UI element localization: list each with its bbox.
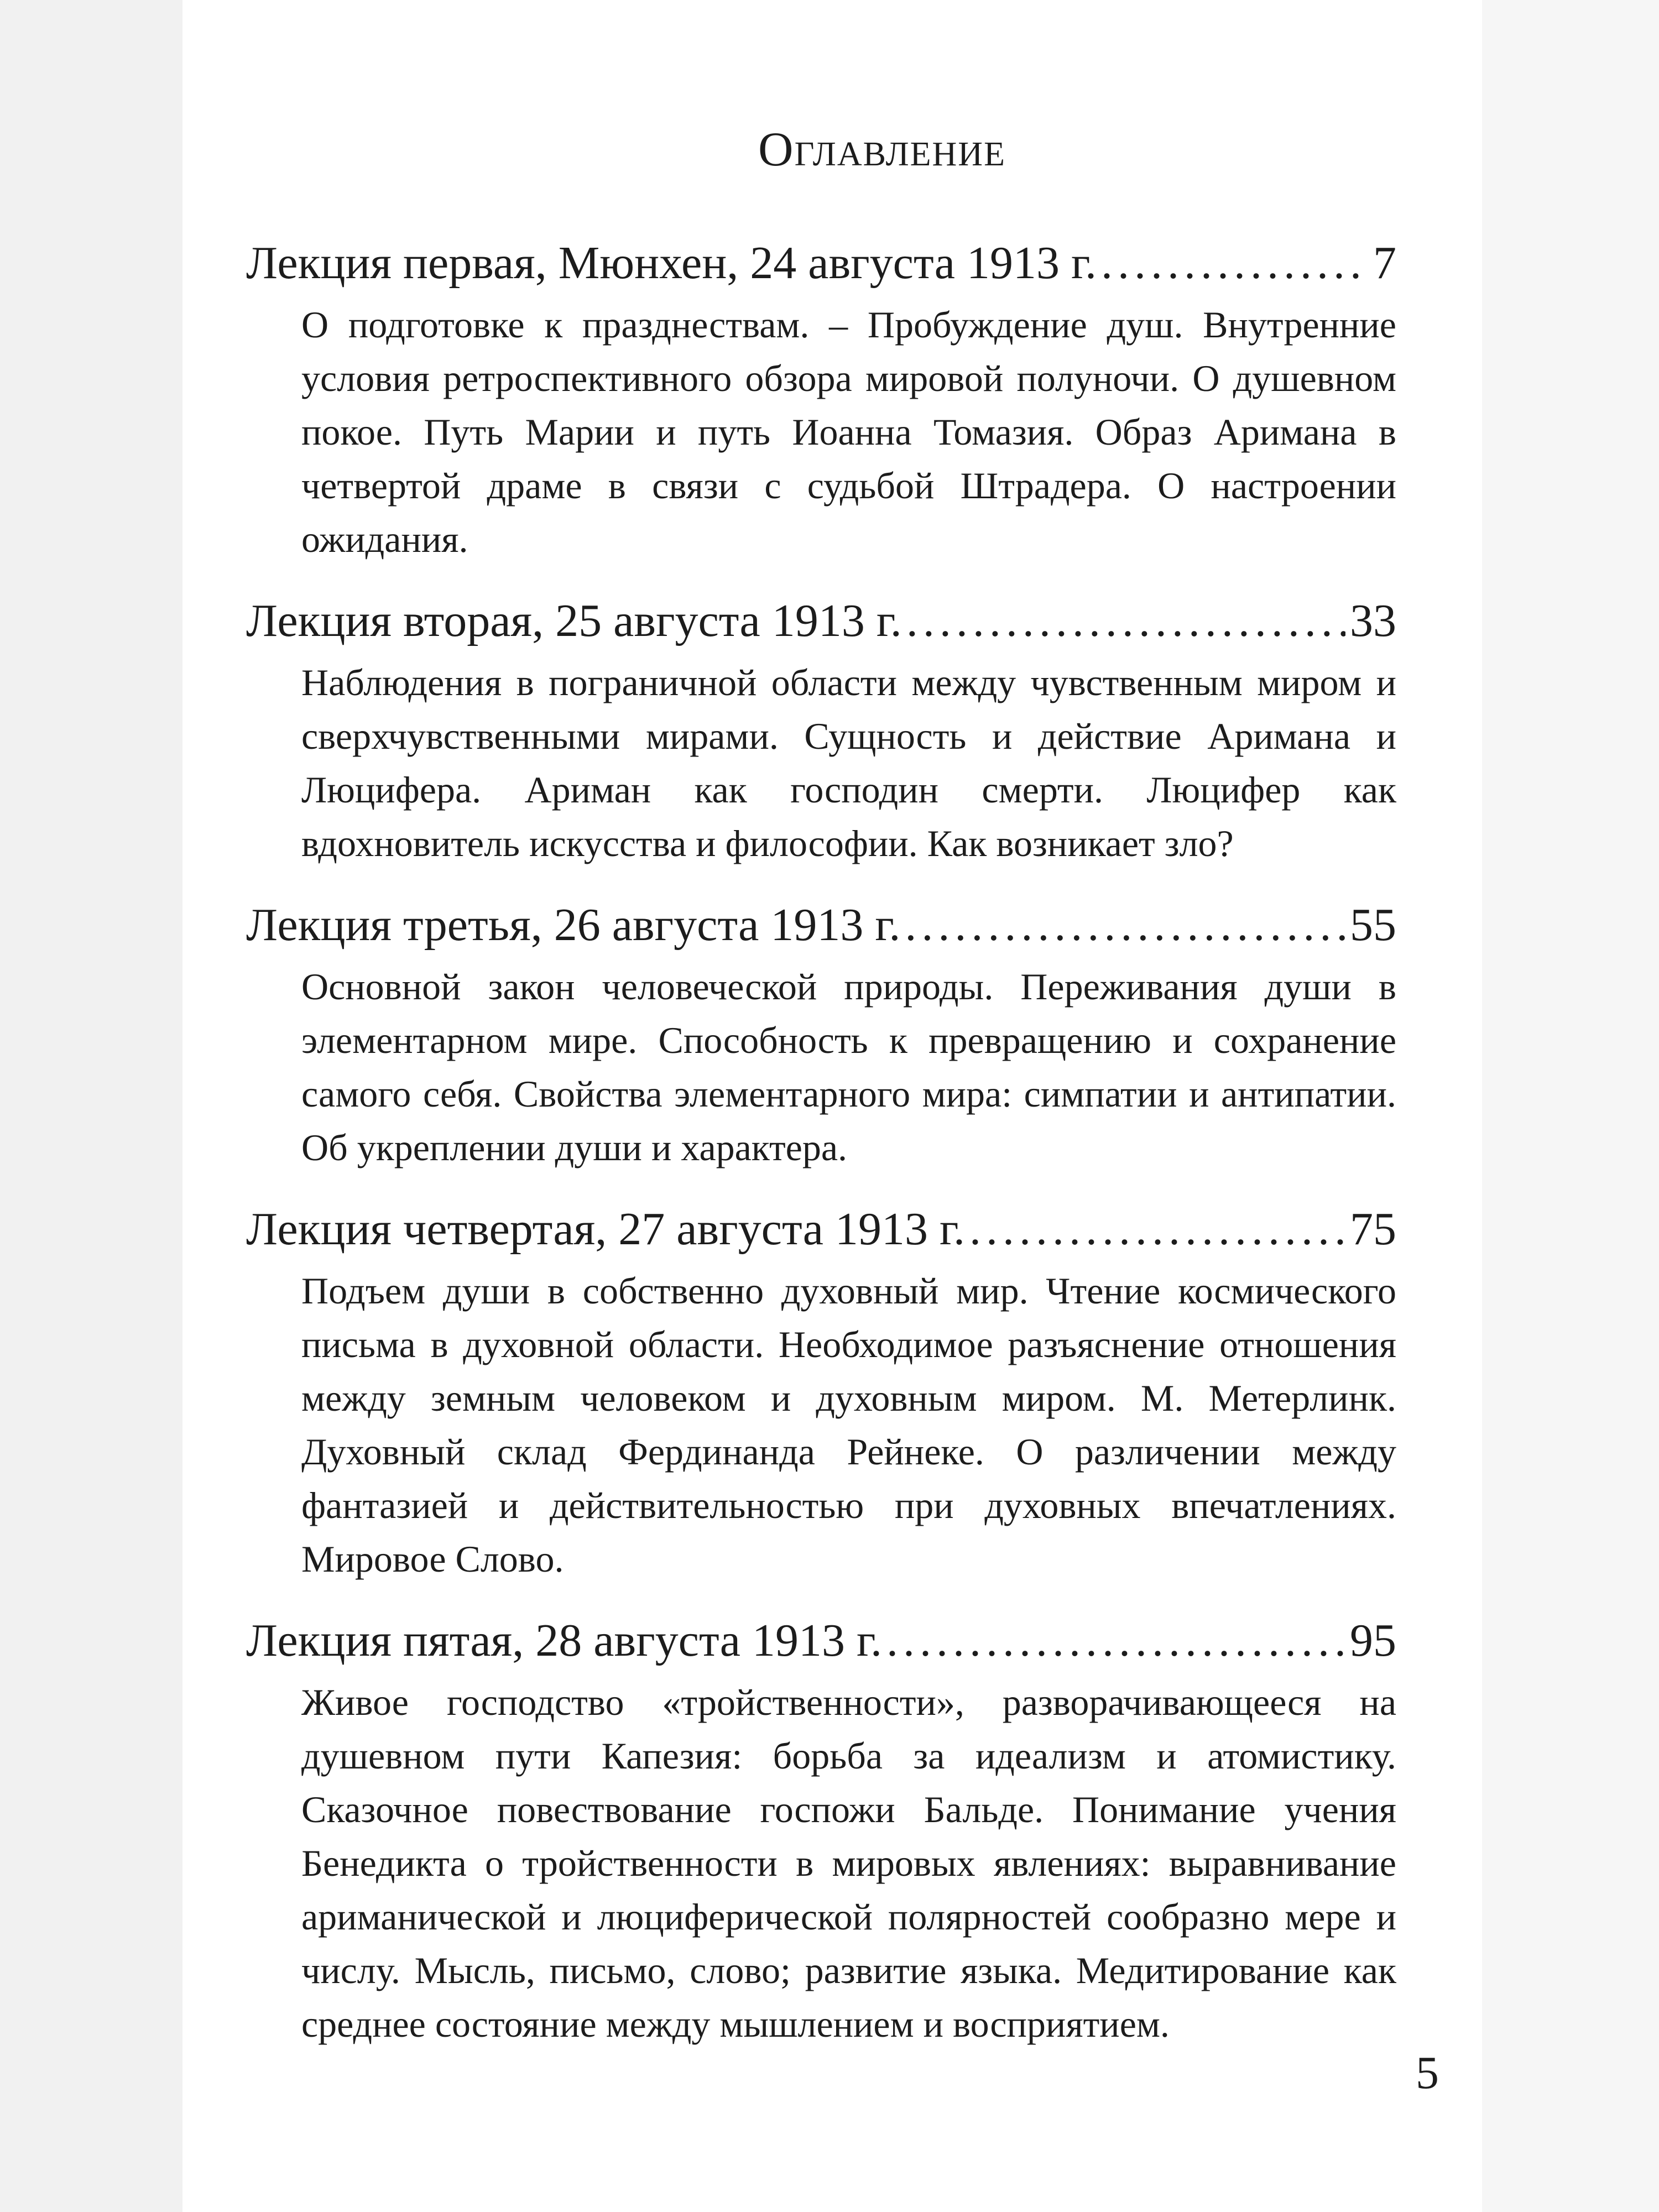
page-number: 75 [1350,1203,1396,1255]
dot-leader [886,1610,1345,1671]
lecture-title: Лекция вторая, 25 августа 1913 г. [246,595,902,646]
toc-entry-heading [246,591,1396,651]
dot-leader [969,1199,1345,1260]
lecture-summary: Наблюдения в пограничной области между чувственным миром и сверхчувственными мирами. Сущность и действие Аримана и Люцифера. Ариман как господин смерти. Люцифер как вдохновитель искусства и философии. Как возникает зло? [301,661,1396,864]
page-folio: 5 [1416,2047,1439,2099]
toc-entry [246,895,1396,1175]
lecture-summary: Основной закон человеческой природы. Переживания души в элементарном мире. Способность к превращению и сохранение самого себя. Свойства элементарного мира: симпатии и антипатии. Об укреплении души и характера. [301,966,1396,1168]
page-number: 33 [1350,595,1396,646]
page-number: 7 [1373,237,1396,289]
toc-entry [246,233,1396,566]
lecture-summary: Живое господство «тройственности», разворачивающееся на душевном пути Капезия: борьба за идеализм и атомистику. Сказочное повествование госпожи Бальде. Понимание учения Бенедикта о тройственности в мировых явлениях: выравнивание ариманической и люциферической полярностей сообразно мере и числу. Мысль, письмо, слово; развитие языка. Медитирование как среднее состояние между мышлением и восприятием. [301,1681,1396,2045]
table-of-contents [246,122,1396,2075]
page-number: 55 [1350,899,1396,951]
lecture-title: Лекция пятая, 28 августа 1913 г. [246,1615,882,1666]
toc-entry-heading [246,895,1396,956]
toc-entry-heading [246,1610,1396,1671]
lecture-summary: Подъем души в собственно духовный мир. Чтение космического письма в духовной области. Необходимое разъяснение отношения между земным человеком и духовным миром. М. Метерлинк. Духовный склад Фердинанда Рейнеке. О различении между фантазией и действительностью при духовных впечатлениях. Мировое Слово. [301,1270,1396,1580]
toc-entry-heading [246,233,1396,294]
dot-leader [1101,233,1369,294]
toc-entry [246,1199,1396,1586]
page-number: 95 [1350,1615,1396,1666]
lecture-title: Лекция третья, 26 августа 1913 г. [246,899,901,951]
lecture-title: Лекция четвертая, 27 августа 1913 г. [246,1203,965,1255]
toc-title: Оглавление [758,123,1006,176]
toc-entry-heading [246,1199,1396,1260]
toc-entry [246,1610,1396,2051]
dot-leader [906,591,1345,651]
lecture-summary: О подготовке к празднествам. – Пробуждение душ. Внутренние условия ретроспективного обзора мировой полуночи. О душевном покое. Путь Марии и путь Иоанна Томазия. Образ Аримана в четвертой драме в связи с судьбой Штрадера. О настроении ожидания. [301,304,1396,560]
dot-leader [905,895,1345,956]
scanner-margin [0,0,182,2212]
toc-entry [246,591,1396,870]
lecture-title: Лекция первая, Мюнхен, 24 августа 1913 г. [246,237,1097,289]
